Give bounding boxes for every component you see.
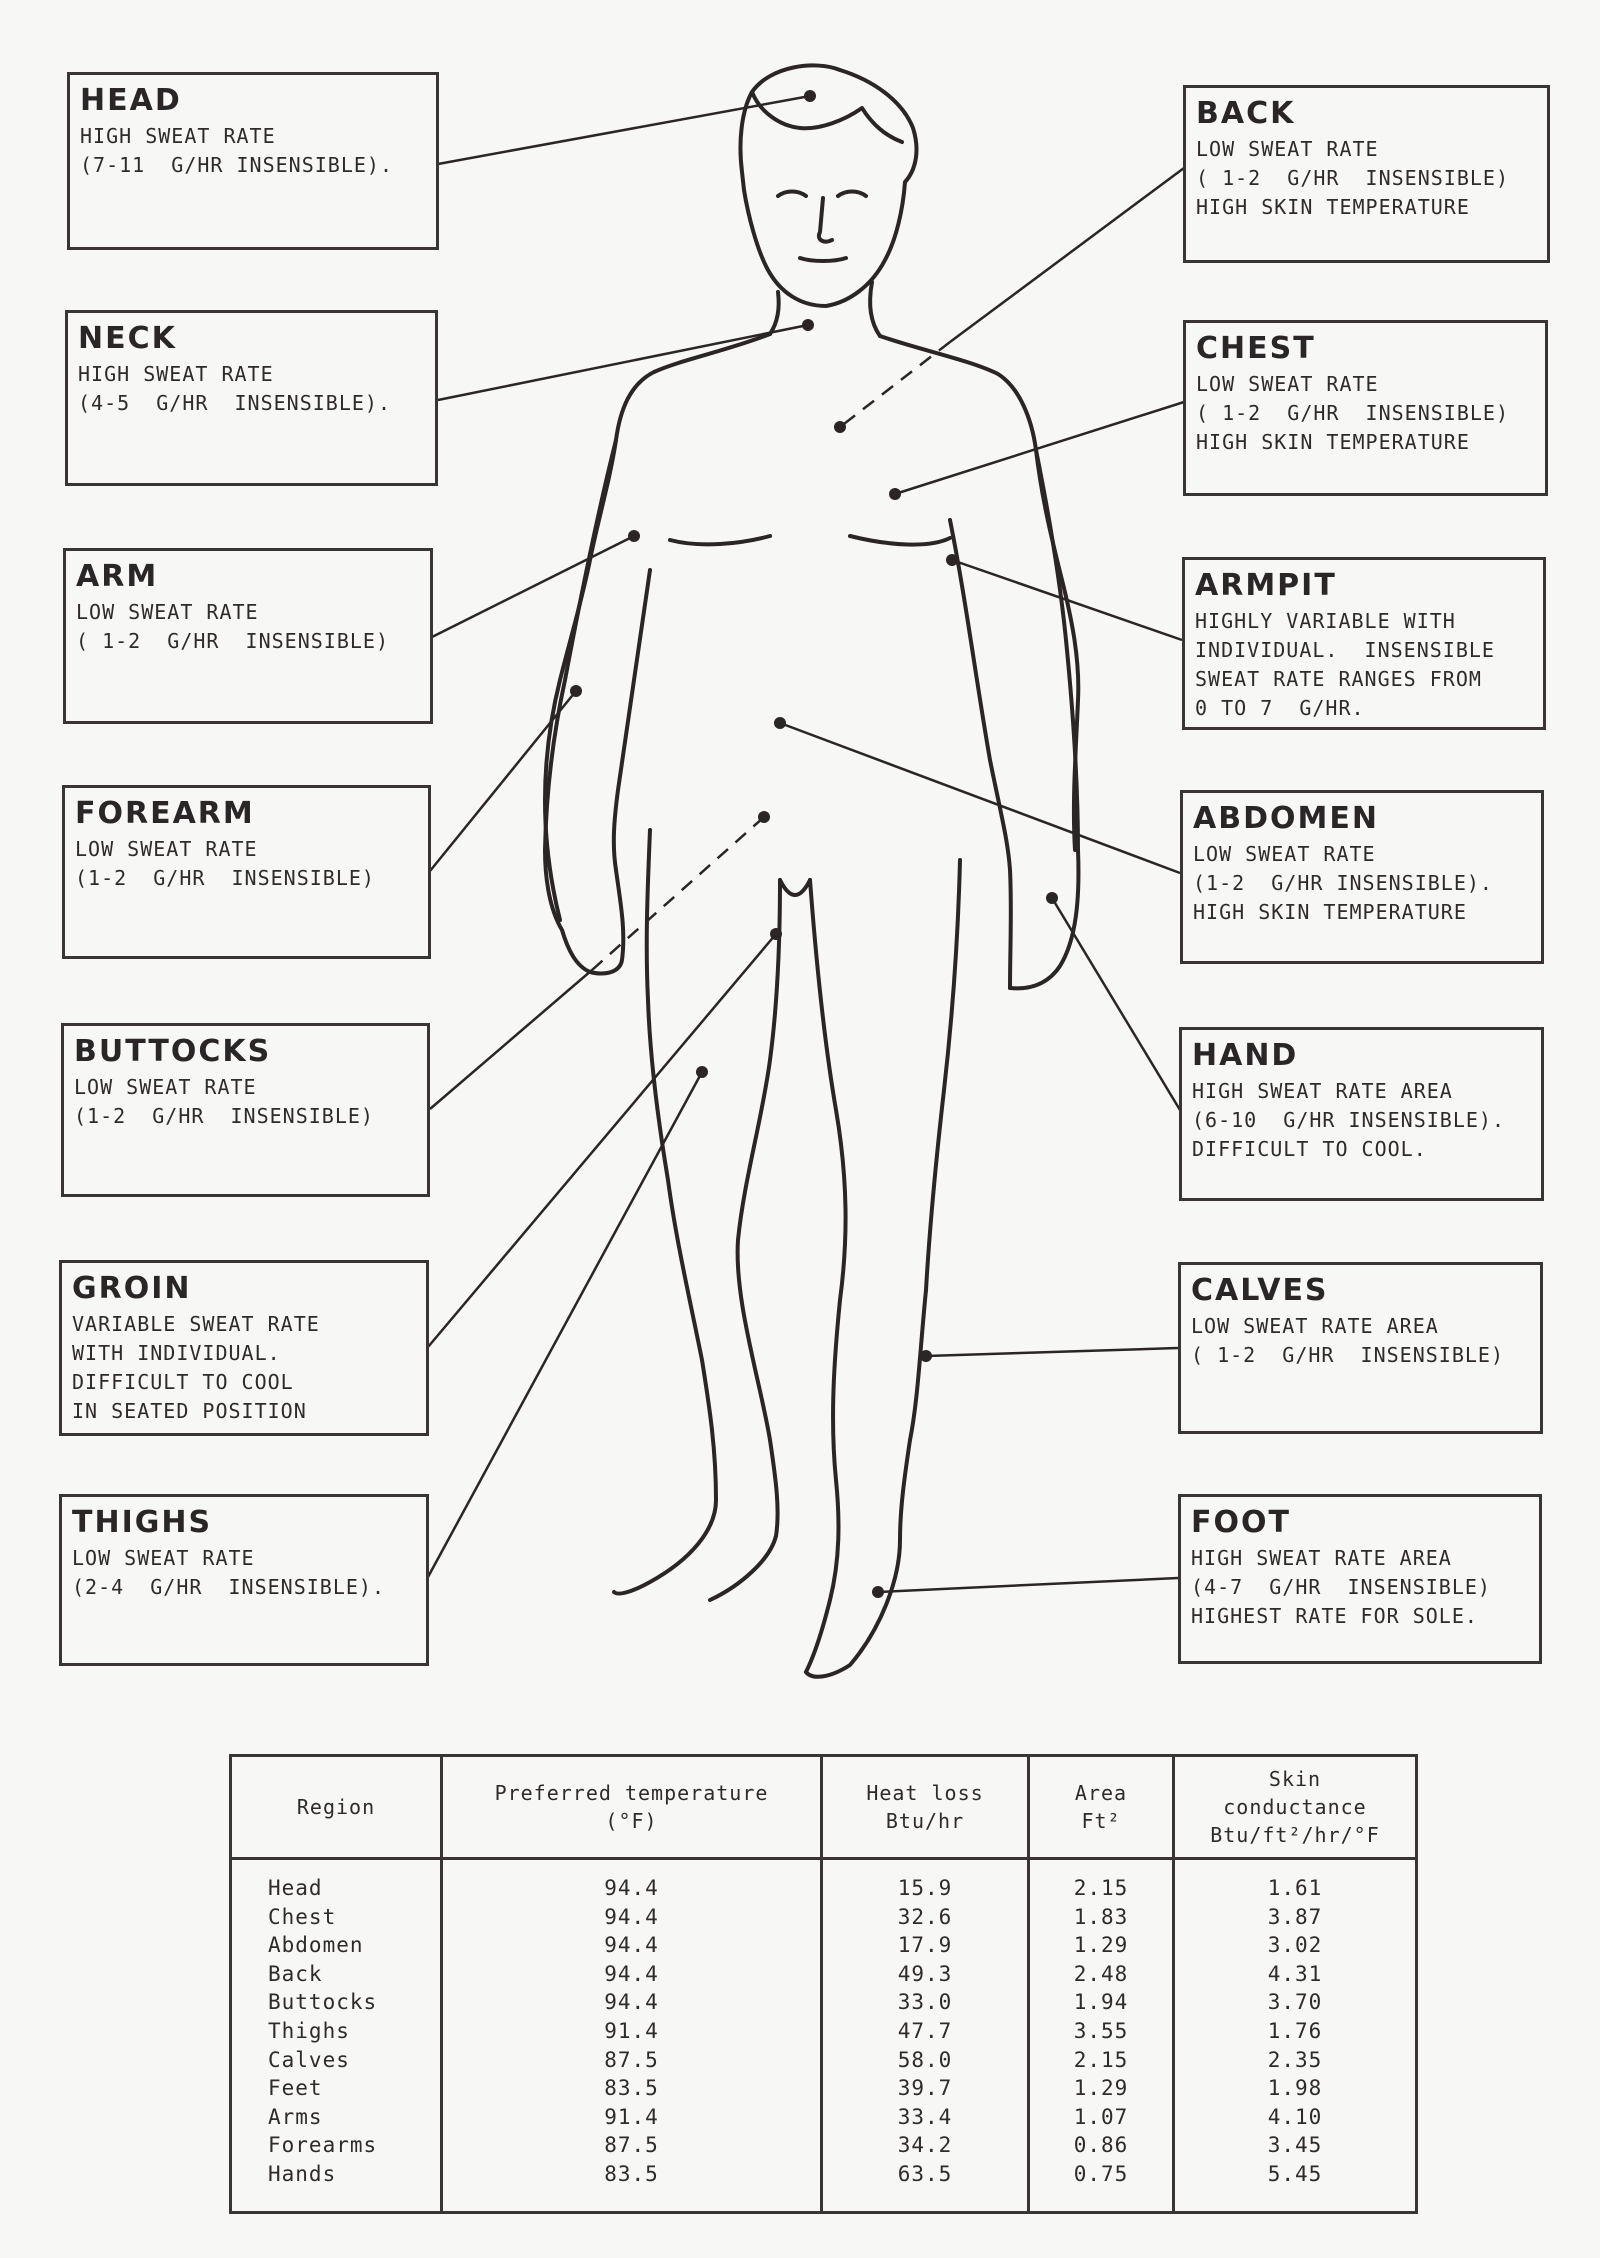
table-cell-heat: 63.5	[897, 2161, 953, 2186]
table-cell-cond: 1.76	[1267, 2018, 1323, 2043]
dot-buttocks	[758, 811, 770, 823]
table-cell-temp: 94.4	[604, 1904, 659, 1929]
label-line: (2-4 G/HR INSENSIBLE).	[72, 1575, 385, 1599]
table-cell-region: Hands	[268, 2161, 337, 2186]
label-line: LOW SWEAT RATE	[74, 1075, 257, 1099]
table-cell-heat: 15.9	[897, 1876, 953, 1900]
dot-forearm	[570, 685, 582, 697]
header-skin-conductance	[1174, 1756, 1417, 1859]
label-line: DIFFICULT TO COOL.	[1192, 1137, 1427, 1161]
label-line: ( 1-2 G/HR INSENSIBLE)	[76, 629, 389, 653]
table-cell-cond: 3.02	[1267, 1933, 1323, 1958]
label-line: LOW SWEAT RATE	[72, 1546, 255, 1570]
figure-crotch	[780, 880, 810, 895]
label-line: SWEAT RATE RANGES FROM	[1195, 667, 1482, 691]
label-calves	[1178, 1262, 1543, 1434]
table-cell-cond: 1.98	[1267, 2076, 1323, 2101]
table-cell-area: 1.29	[1073, 1933, 1129, 1958]
leader-armpit	[952, 560, 1182, 640]
table-cell-area: 0.75	[1073, 2161, 1129, 2186]
label-line: 0 TO 7 G/HR.	[1195, 696, 1365, 720]
label-title: THIGHS	[72, 1505, 213, 1540]
figure-left-leg-inner	[710, 880, 780, 1600]
leader-groin	[428, 934, 776, 1347]
label-title: ARM	[76, 559, 159, 594]
label-line: LOW SWEAT RATE	[1193, 842, 1376, 866]
label-armpit	[1182, 557, 1546, 730]
table-cell-region: Head	[268, 1876, 323, 1900]
table-cell-area: 3.55	[1073, 2018, 1129, 2043]
figure-right-leg-inner	[806, 880, 846, 1672]
label-line: IN SEATED POSITION	[72, 1399, 307, 1423]
header-temp-line1: Preferred temperature	[494, 1781, 769, 1805]
table-cell-heat: 39.7	[897, 2076, 953, 2101]
leader-abdomen	[780, 723, 1180, 873]
leader-head	[438, 96, 810, 164]
dot-foot	[872, 1586, 884, 1598]
table-cell-cond: 3.87	[1267, 1904, 1323, 1929]
label-neck	[65, 310, 438, 486]
label-line: LOW SWEAT RATE AREA	[1191, 1314, 1439, 1338]
leader-back-dashed	[840, 342, 950, 427]
table-cell-area: 1.94	[1073, 1990, 1129, 2015]
table-cell-temp: 87.5	[604, 2047, 659, 2072]
header-area	[1029, 1756, 1174, 1859]
table-cell-cond: 1.61	[1267, 1876, 1323, 1900]
dot-back	[834, 421, 846, 433]
figure-torso-left	[545, 334, 770, 920]
header-cond-line1: Skin	[1268, 1767, 1322, 1791]
leader-back	[950, 168, 1184, 342]
label-line: VARIABLE SWEAT RATE	[72, 1312, 320, 1336]
header-preferred-temperature	[442, 1756, 822, 1859]
dot-head	[804, 90, 816, 102]
table-cell-area: 0.86	[1073, 2133, 1129, 2158]
header-heat-line1: Heat loss	[866, 1781, 984, 1805]
label-title: CHEST	[1196, 331, 1316, 366]
label-title: BUTTOCKS	[74, 1034, 272, 1069]
dot-groin	[770, 928, 782, 940]
figure-head-outline	[740, 65, 916, 306]
table-cell-region: Buttocks	[268, 1990, 378, 2015]
table-cell-heat: 33.0	[897, 1990, 953, 2015]
label-chest	[1183, 320, 1548, 496]
label-back	[1183, 85, 1550, 263]
leader-calves	[926, 1348, 1178, 1356]
label-title: GROIN	[72, 1271, 192, 1306]
dot-arm	[628, 530, 640, 542]
label-head	[67, 72, 439, 250]
dot-calves	[920, 1350, 932, 1362]
header-heat-loss	[822, 1756, 1029, 1859]
column-skin-conductance	[1174, 1859, 1417, 2213]
label-title: HEAD	[80, 83, 182, 118]
header-cond-line3: Btu/ft²/hr/°F	[1210, 1823, 1380, 1847]
table-cell-area: 2.48	[1073, 1961, 1129, 1986]
figure-left-arm	[545, 440, 623, 974]
label-line: HIGHLY VARIABLE WITH	[1195, 609, 1456, 633]
table-body	[231, 1859, 1417, 2213]
dot-hand	[1046, 892, 1058, 904]
figure-left-arm-inner	[614, 570, 650, 870]
table-header-row	[231, 1756, 1417, 1859]
label-title: CALVES	[1191, 1273, 1329, 1308]
table-cell-region: Feet	[268, 2076, 323, 2101]
figure-right-eye	[838, 192, 866, 197]
label-foot	[1178, 1494, 1542, 1664]
label-line: (1-2 G/HR INSENSIBLE).	[1193, 871, 1493, 895]
header-region-label: Region	[296, 1795, 376, 1819]
label-line: (4-7 G/HR INSENSIBLE)	[1191, 1575, 1491, 1599]
leader-forearm	[430, 691, 576, 871]
table-cell-area: 1.07	[1073, 2104, 1129, 2129]
table-cell-temp: 94.4	[604, 1876, 659, 1900]
header-cond-line2: conductance	[1223, 1795, 1367, 1819]
header-heat-line2: Btu/hr	[885, 1809, 965, 1833]
table-cell-temp: 83.5	[604, 2161, 659, 2186]
label-line: INDIVIDUAL. INSENSIBLE	[1195, 638, 1495, 662]
table-cell-region: Arms	[268, 2104, 323, 2129]
table-cell-heat: 32.6	[897, 1904, 953, 1929]
figure-mouth	[800, 258, 846, 261]
table-cell-cond: 4.10	[1267, 2104, 1323, 2129]
leader-thighs	[428, 1072, 702, 1577]
table-cell-temp: 94.4	[604, 1990, 659, 2015]
table-cell-temp: 94.4	[604, 1961, 659, 1986]
header-area-line1: Area	[1074, 1781, 1128, 1805]
column-area	[1029, 1859, 1174, 2213]
label-line: (1-2 G/HR INSENSIBLE)	[75, 866, 375, 890]
header-region	[231, 1756, 442, 1859]
figure-right-arm	[1010, 450, 1078, 988]
figure-chest-line	[670, 536, 950, 545]
label-line: HIGH SKIN TEMPERATURE	[1196, 430, 1470, 454]
label-buttocks	[61, 1023, 430, 1197]
figure-left-leg	[614, 830, 716, 1594]
figure-hair	[752, 92, 902, 142]
column-preferred-temperature	[442, 1859, 822, 2213]
table-cell-region: Back	[268, 1961, 323, 1986]
label-title: NECK	[78, 321, 177, 356]
table-cell-heat: 58.0	[897, 2047, 953, 2072]
label-line: (6-10 G/HR INSENSIBLE).	[1192, 1108, 1505, 1132]
table-cell-cond: 4.31	[1267, 1961, 1323, 1986]
label-groin	[59, 1260, 429, 1436]
table-cell-area: 2.15	[1073, 1876, 1129, 1900]
label-line: HIGH SKIN TEMPERATURE	[1196, 195, 1470, 219]
label-hand	[1179, 1027, 1544, 1201]
table-cell-heat: 34.2	[897, 2133, 953, 2158]
label-abdomen	[1180, 790, 1544, 964]
label-arm	[63, 548, 433, 724]
label-line: LOW SWEAT RATE	[75, 837, 258, 861]
table-cell-temp: 83.5	[604, 2076, 659, 2101]
column-heat-loss	[822, 1859, 1029, 2213]
table-cell-region: Thighs	[268, 2018, 350, 2043]
label-line: HIGH SWEAT RATE	[78, 362, 274, 386]
label-line: ( 1-2 G/HR INSENSIBLE)	[1196, 166, 1509, 190]
label-title: FOREARM	[75, 796, 255, 831]
dot-chest	[889, 488, 901, 500]
table-cell-heat: 17.9	[897, 1933, 953, 1958]
table-cell-area: 2.15	[1073, 2047, 1129, 2072]
leader-neck	[438, 325, 808, 400]
table-cell-heat: 33.4	[897, 2104, 953, 2129]
label-title: ARMPIT	[1195, 568, 1337, 603]
regional-data-table	[229, 1754, 1418, 2214]
label-line: HIGH SWEAT RATE AREA	[1191, 1546, 1452, 1570]
table-cell-cond: 5.45	[1267, 2161, 1323, 2186]
label-line: (4-5 G/HR INSENSIBLE).	[78, 391, 391, 415]
table-cell-heat: 47.7	[897, 2018, 953, 2043]
label-line: (1-2 G/HR INSENSIBLE)	[74, 1104, 374, 1128]
leader-foot	[878, 1578, 1178, 1592]
label-line: LOW SWEAT RATE	[1196, 372, 1379, 396]
leader-hand	[1052, 898, 1180, 1110]
figure-nose	[819, 198, 832, 242]
label-line: HIGH SKIN TEMPERATURE	[1193, 900, 1467, 924]
label-title: ABDOMEN	[1193, 801, 1379, 836]
dot-armpit	[946, 554, 958, 566]
label-line: LOW SWEAT RATE	[76, 600, 259, 624]
leader-arm	[432, 536, 634, 637]
table-cell-temp: 94.4	[604, 1933, 659, 1958]
dot-thighs	[696, 1066, 708, 1078]
label-title: HAND	[1192, 1038, 1299, 1073]
label-line: WITH INDIVIDUAL.	[72, 1341, 281, 1365]
header-area-line2: Ft²	[1081, 1809, 1121, 1833]
label-line: ( 1-2 G/HR INSENSIBLE)	[1196, 401, 1509, 425]
dot-neck	[802, 319, 814, 331]
table-cell-cond: 3.70	[1267, 1990, 1323, 2015]
table-cell-area: 1.29	[1073, 2076, 1129, 2101]
table-cell-region: Calves	[268, 2047, 350, 2072]
label-title: BACK	[1196, 96, 1296, 131]
leader-buttocks	[430, 970, 592, 1109]
label-line: DIFFICULT TO COOL	[72, 1370, 294, 1394]
label-forearm	[62, 785, 431, 959]
label-line: LOW SWEAT RATE	[1196, 137, 1379, 161]
table-cell-temp: 91.4	[604, 2018, 659, 2043]
label-line: HIGHEST RATE FOR SOLE.	[1191, 1604, 1478, 1628]
label-line: HIGH SWEAT RATE AREA	[1192, 1079, 1453, 1103]
label-thighs	[59, 1494, 429, 1666]
figure-right-leg	[806, 860, 960, 1677]
table-cell-temp: 91.4	[604, 2104, 659, 2129]
table-cell-region: Chest	[268, 1904, 337, 1929]
table-cell-cond: 2.35	[1267, 2047, 1323, 2072]
table-cell-heat: 49.3	[897, 1961, 953, 1986]
table-cell-cond: 3.45	[1267, 2133, 1323, 2158]
label-line: ( 1-2 G/HR INSENSIBLE)	[1191, 1343, 1504, 1367]
table-cell-area: 1.83	[1073, 1904, 1129, 1929]
header-temp-line2: (°F)	[605, 1809, 658, 1833]
dot-abdomen	[774, 717, 786, 729]
label-line: HIGH SWEAT RATE	[80, 124, 276, 148]
label-title: FOOT	[1191, 1505, 1291, 1540]
table-cell-region: Forearms	[268, 2133, 378, 2158]
column-region	[231, 1859, 442, 2213]
label-line: (7-11 G/HR INSENSIBLE).	[80, 153, 393, 177]
table-cell-region: Abdomen	[268, 1933, 364, 1958]
table-cell-temp: 87.5	[604, 2133, 659, 2158]
figure-left-eye	[778, 192, 806, 197]
